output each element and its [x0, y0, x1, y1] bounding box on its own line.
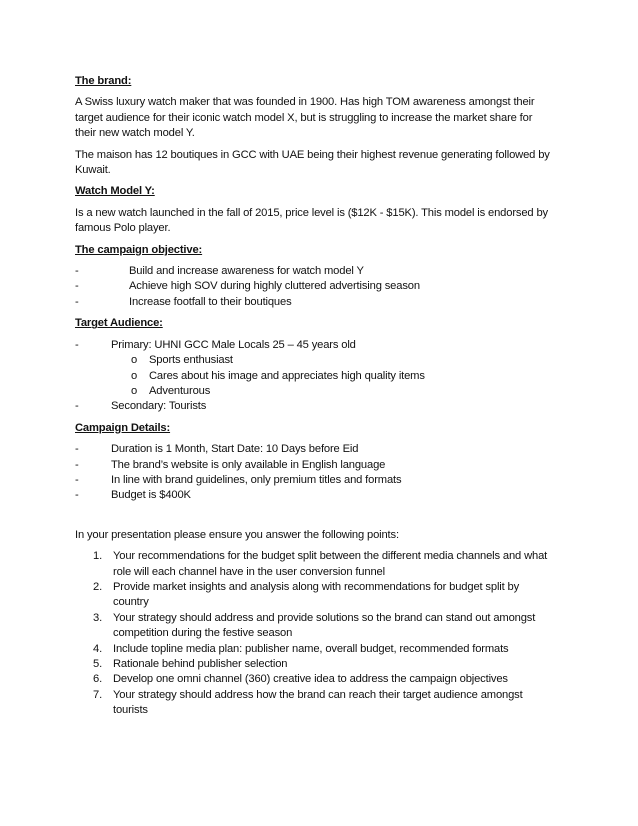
list-item	[75, 399, 555, 414]
presentation-points-list	[75, 549, 555, 718]
list-item	[75, 657, 555, 672]
dash-bullet: -	[75, 265, 79, 278]
point-text: Your strategy should address and provide solutions so the brand can stand out amongst competition during the festive season	[113, 611, 536, 640]
audience-trait: Adventurous	[149, 384, 211, 397]
audience-primary-sublist	[75, 353, 555, 399]
objective-list	[75, 264, 555, 310]
dash-bullet: -	[75, 458, 79, 471]
circle-bullet: o	[131, 369, 138, 382]
audience-secondary: Secondary: Tourists	[111, 400, 207, 413]
list-item	[75, 369, 555, 384]
circle-bullet: o	[131, 354, 138, 367]
brand-paragraph-1: A Swiss luxury watch maker that was founded in 1900. Has high TOM awareness amongst their target audience for their iconic watch model X, but is struggling to increase the market share for their new watch model Y.	[75, 96, 535, 140]
point-number: 2.	[93, 580, 103, 593]
audience-primary: Primary: UHNI GCC Male Locals 25 – 45 years old	[111, 338, 356, 351]
audience-heading: Target Audience:	[75, 317, 163, 330]
brand-paragraph-2: The maison has 12 boutiques in GCC with UAE being their highest revenue generating followed by Kuwait.	[75, 148, 550, 177]
objective-item: Achieve high SOV during highly cluttered advertising season	[129, 280, 420, 293]
point-text: Develop one omni channel (360) creative idea to address the campaign objectives	[113, 673, 508, 686]
list-item	[75, 488, 555, 503]
point-number: 6.	[93, 673, 103, 686]
point-number: 4.	[93, 642, 103, 655]
list-item	[75, 688, 555, 719]
objective-item: Build and increase awareness for watch model Y	[129, 265, 364, 278]
dash-bullet: -	[75, 443, 79, 456]
list-item	[75, 338, 555, 400]
point-text: Your recommendations for the budget split between the different media channels and what role will each channel have in the user conversion funnel	[113, 550, 548, 578]
list-item	[75, 473, 555, 488]
list-item	[75, 442, 555, 457]
details-item: Duration is 1 Month, Start Date: 10 Days before Eid	[111, 443, 359, 456]
point-text: Provide market insights and analysis along with recommendations for budget split by country	[113, 580, 520, 609]
circle-bullet: o	[131, 384, 138, 397]
document-body	[75, 74, 555, 719]
list-item	[75, 458, 555, 473]
list-item	[75, 353, 555, 368]
details-list	[75, 442, 555, 504]
point-text: Rationale behind publisher selection	[113, 658, 288, 670]
point-number: 3.	[93, 611, 103, 624]
point-number: 7.	[93, 688, 103, 701]
dash-bullet: -	[75, 295, 79, 308]
list-item	[75, 611, 555, 642]
audience-trait: Sports enthusiast	[149, 354, 233, 367]
audience-trait: Cares about his image and appreciates high quality items	[149, 369, 425, 382]
dash-bullet: -	[75, 489, 79, 502]
details-item: Budget is $400K	[111, 489, 191, 502]
model-heading: Watch Model Y:	[75, 185, 155, 198]
point-number: 5.	[93, 658, 103, 670]
brand-heading: The brand:	[75, 75, 132, 87]
list-item	[75, 384, 555, 399]
dash-bullet: -	[75, 400, 79, 413]
audience-list	[75, 338, 555, 415]
details-item: The brand’s website is only available in English language	[111, 458, 386, 471]
objective-heading: The campaign objective:	[75, 243, 203, 256]
dash-bullet: -	[75, 473, 79, 486]
dash-bullet: -	[75, 338, 79, 351]
list-item	[75, 264, 555, 279]
list-item	[75, 549, 555, 580]
point-text: Include topline media plan: publisher name, overall budget, recommended formats	[113, 642, 509, 655]
list-item	[75, 580, 555, 611]
list-item	[75, 295, 555, 310]
blank-line	[75, 510, 555, 528]
point-number: 1.	[93, 550, 103, 563]
list-item	[75, 672, 555, 687]
list-item	[75, 642, 555, 657]
presentation-intro: In your presentation please ensure you answer the following points:	[75, 528, 399, 541]
details-heading: Campaign Details:	[75, 421, 171, 434]
objective-item: Increase footfall to their boutiques	[129, 295, 292, 308]
list-item	[75, 279, 555, 294]
details-item: In line with brand guidelines, only premium titles and formats	[111, 473, 402, 486]
point-text: Your strategy should address how the brand can reach their target audience amongst tourists	[113, 688, 523, 717]
dash-bullet: -	[75, 280, 79, 293]
model-paragraph: Is a new watch launched in the fall of 2015, price level is ($12K - $15K). This model is endorsed by famous Polo player.	[75, 206, 548, 235]
